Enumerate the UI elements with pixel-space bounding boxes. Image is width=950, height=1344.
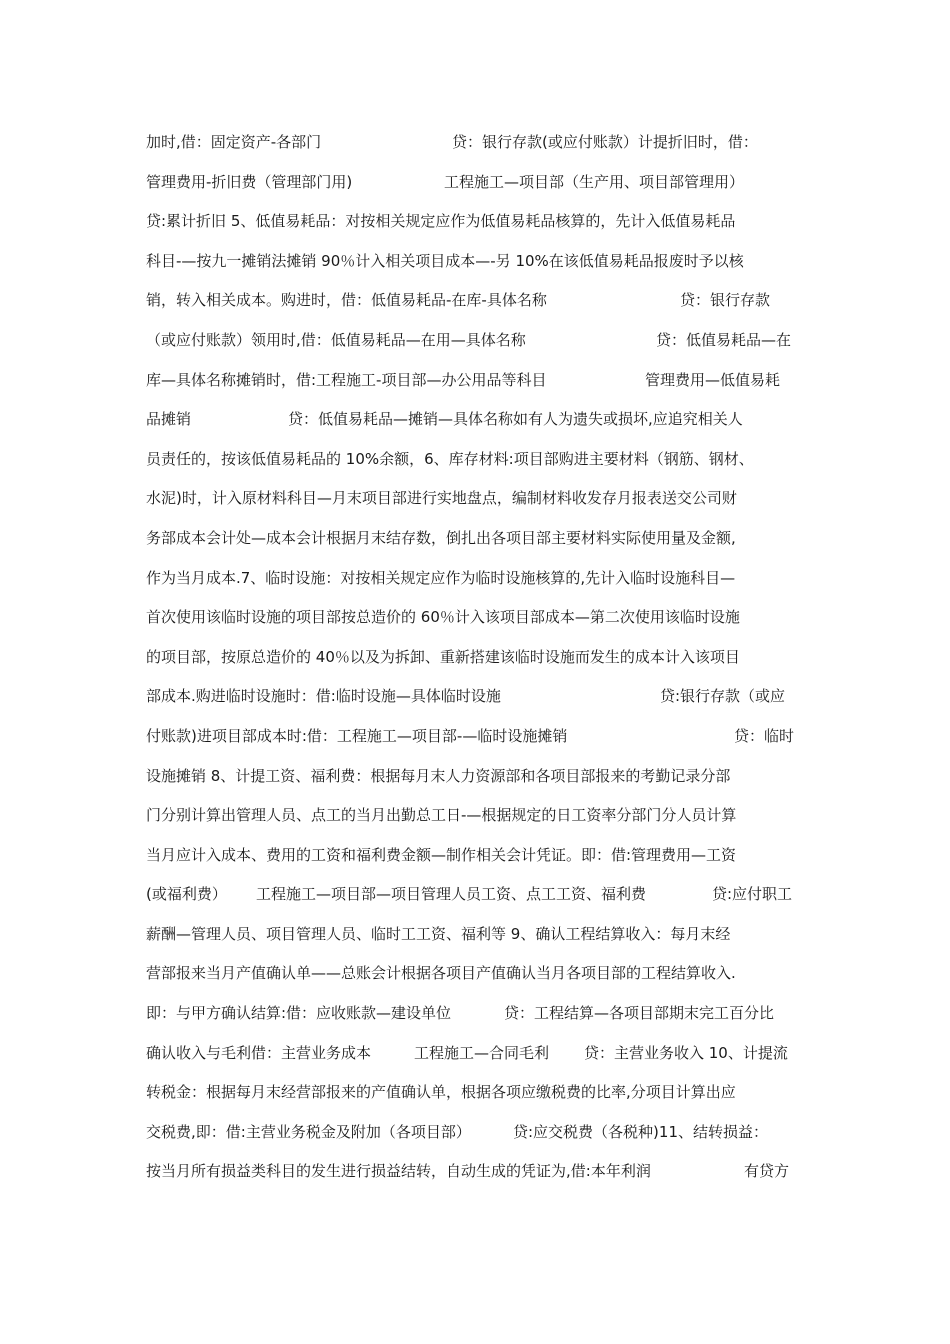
text-segment: 转税金：根据每月末经营部报来的产值确认单，根据各项应缴税费的比率,分项目计算出应 [146,1083,736,1102]
text-segment: 管理费用—低值易耗 [645,370,781,389]
text-line-11 [146,523,816,563]
text-segment: 工程施工—合同毛利 [414,1043,550,1062]
text-segment: 按当月所有损益类科目的发生进行损益结转，自动生成的凭证为,借:本年利润 [146,1162,651,1181]
text-line-10 [146,483,816,523]
text-line-13 [146,602,816,642]
text-segment: 门分别计算出管理人员、点工的当月出勤总工日-—根据规定的日工资率分部门分人员计算 [146,806,737,825]
text-segment: 员责任的，按该低值易耗品的 10%余额，6、库存材料:项目部购进主要材料（钢筋、钢材、 [146,449,754,468]
text-segment: 营部报来当月产值确认单——总账会计根据各项目产值确认当月各项目部的工程结算收入. [146,964,736,983]
text-segment: 设施摊销 8、计提工资、福利费：根据每月末人力资源部和各项目部报来的考勤记录分部 [146,766,731,785]
text-segment: 水泥)时，计入原材料科目—月末项目部进行实地盘点，编制材料收发存月报表送交公司财 [146,489,737,508]
text-line-25 [146,1077,816,1117]
text-line-23 [146,998,816,1038]
text-segment: 贷：主营业务收入 10、计提流 [584,1043,788,1062]
text-line-5 [146,285,816,325]
text-line-2 [146,167,816,207]
text-line-26 [146,1117,816,1157]
text-segment: 薪酬—管理人员、项目管理人员、临时工工资、福利等 9、确认工程结算收入：每月末经 [146,924,731,943]
text-segment: （或应付账款）领用时,借：低值易耗品—在用—具体名称 [146,330,526,349]
text-line-24 [146,1038,816,1078]
text-segment: 贷：银行存款(或应付账款）计提折旧时，借： [452,133,758,151]
text-segment: 当月应计入成本、费用的工资和福利费金额—制作相关会计凭证。即：借:管理费用—工资 [146,845,737,864]
text-segment: 作为当月成本.7、临时设施：对按相关规定应作为临时设施核算的,先计入临时设施科目— [146,568,736,587]
text-line-9 [146,444,816,484]
text-segment: 贷:银行存款（或应 [660,687,786,706]
document-body [146,127,816,1196]
text-line-4 [146,246,816,286]
text-segment: 加时,借：固定资产-各部门 [146,133,322,151]
text-line-20 [146,879,816,919]
text-line-19 [146,840,816,880]
text-segment: 库—具体名称摊销时，借:工程施工-项目部—办公用品等科目 [146,370,547,389]
text-segment: 首次使用该临时设施的项目部按总造价的 60％计入该项目部成本—第二次使用该临时设施 [146,608,740,627]
text-segment: 贷:应付职工 [712,885,793,904]
text-segment: 贷：低值易耗品—摊销—具体名称如有人为遗失或损坏,应追究相关人 [288,410,743,429]
text-segment: 工程施工—项目部（生产用、项目部管理用） [444,172,745,191]
text-line-16 [146,721,816,761]
text-segment: 部成本.购进临时设施时：借:临时设施—具体临时设施 [146,687,501,706]
text-line-27 [146,1156,816,1196]
text-line-18 [146,800,816,840]
text-segment: 付账款)进项目部成本时:借：工程施工—项目部-—临时设施摊销 [146,726,568,745]
text-line-8 [146,404,816,444]
text-segment: 有贷方 [744,1162,790,1181]
text-segment: 贷：低值易耗品—在 [656,330,792,349]
text-line-21 [146,919,816,959]
text-line-7 [146,365,816,405]
text-line-14 [146,642,816,682]
text-line-12 [146,563,816,603]
text-segment: 销，转入相关成本。购进时，借：低值易耗品-在库-具体名称 [146,291,547,310]
text-line-22 [146,958,816,998]
text-segment: 贷：临时 [734,726,795,745]
text-segment: 的项目部，按原总造价的 40％以及为拆卸、重新搭建该临时设施而发生的成本计入该项目 [146,647,740,666]
text-segment: 管理费用-折旧费（管理部门用) [146,172,353,191]
text-segment: 贷:应交税费（各税种)11、结转损益： [513,1122,768,1141]
text-line-3 [146,206,816,246]
text-line-17 [146,761,816,801]
text-segment: 贷：银行存款 [680,291,771,310]
text-segment: 务部成本会计处—成本会计根据月末结存数，倒扎出各项目部主要材料实际使用量及金额, [146,528,736,547]
text-line-1 [146,127,816,167]
text-segment: 交税费,即：借:主营业务税金及附加（各项目部） [146,1122,471,1141]
text-segment: 贷:累计折旧 5、低值易耗品：对按相关规定应作为低值易耗品核算的，先计入低值易耗品 [146,212,736,231]
text-segment: 即：与甲方确认结算:借：应收账款—建设单位 [146,1004,452,1023]
text-line-6 [146,325,816,365]
text-segment: 确认收入与毛利借：主营业务成本 [146,1043,372,1062]
text-segment: 品摊销 [146,410,192,429]
text-segment: 贷：工程结算—各项目部期末完工百分比 [504,1004,775,1023]
text-segment: (或福利费） [146,885,227,904]
text-line-15 [146,681,816,721]
text-segment: 工程施工—项目部—项目管理人员工资、点工工资、福利费 [256,885,647,904]
text-segment: 科目-—按九一摊销法摊销 90％计入相关项目成本—-另 10%在该低值易耗品报废时予以核 [146,251,744,270]
